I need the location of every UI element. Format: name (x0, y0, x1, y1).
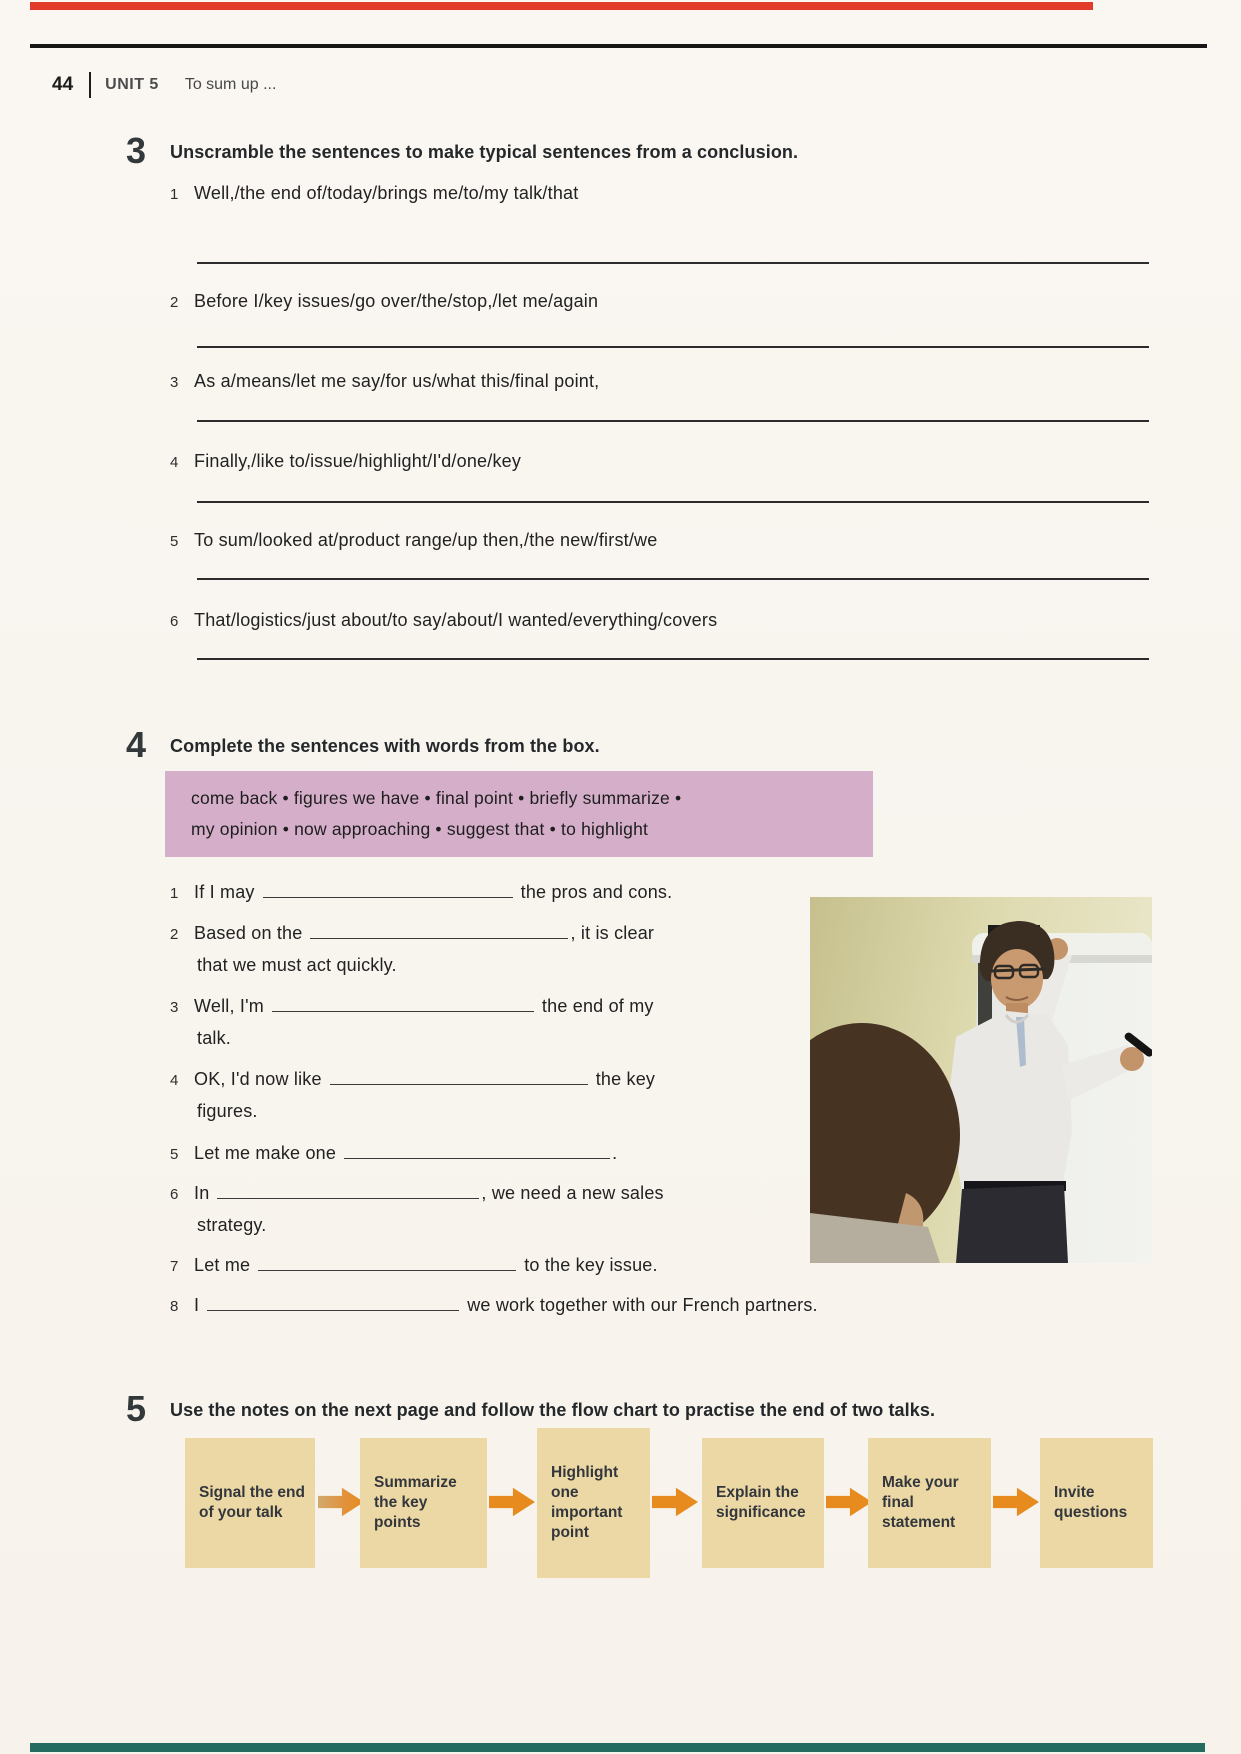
fill-after: , we need a new sales (481, 1183, 664, 1203)
item-number: 5 (170, 1146, 179, 1163)
answer-blank (258, 1254, 516, 1271)
flow-step-invite-questions (1040, 1438, 1153, 1568)
flow-step-final-statement (868, 1438, 991, 1568)
scramble-text: As a/means/let me say/for us/what this/final point, (194, 371, 600, 391)
fill-before: Let me make one (194, 1143, 337, 1163)
fill-item-continuation: that we must act quickly. (197, 955, 397, 975)
scramble-item (170, 291, 598, 312)
fill-item (170, 922, 654, 944)
item-number: 3 (170, 999, 179, 1016)
fill-before: Well, I'm (194, 996, 264, 1016)
exercise-5-title: Use the notes on the next page and follow the flow chart to practise the end of two talks. (170, 1400, 936, 1420)
scramble-item (170, 183, 578, 204)
scramble-item (170, 371, 599, 392)
fill-item (170, 1294, 818, 1316)
page-header (52, 72, 276, 98)
right-arrow-icon (489, 1485, 535, 1519)
scramble-text: To sum/looked at/product range/up then,/the new/first/we (194, 530, 658, 550)
fill-before: OK, I'd now like (194, 1069, 322, 1089)
item-number: 6 (170, 1186, 179, 1203)
flow-step-highlight (537, 1428, 650, 1578)
answer-line (197, 262, 1149, 264)
fill-item (170, 1068, 655, 1090)
answer-blank (217, 1182, 479, 1199)
item-number: 2 (170, 294, 179, 311)
right-arrow-icon (318, 1485, 364, 1519)
item-number: 1 (170, 885, 179, 902)
scramble-text: Before I/key issues/go over/the/stop,/let me/again (194, 291, 599, 311)
answer-blank (330, 1068, 588, 1085)
exercise-4-title: Complete the sentences with words from the box. (170, 736, 600, 756)
fill-item (170, 1142, 617, 1164)
header-divider (89, 72, 91, 98)
item-number: 5 (170, 533, 179, 550)
flow-step-label: Highlight one important point (551, 1464, 623, 1541)
answer-line (197, 501, 1149, 503)
scramble-item (170, 610, 717, 631)
flow-step-explain (702, 1438, 824, 1568)
top-accent-bar (30, 2, 1093, 10)
fill-before: If I may (194, 882, 255, 902)
item-number: 1 (170, 186, 179, 203)
fill-after: to the key issue. (524, 1255, 658, 1275)
item-number: 3 (170, 374, 179, 391)
right-arrow-icon (826, 1485, 872, 1519)
fill-item-continuation: talk. (197, 1028, 232, 1048)
scramble-item (170, 451, 521, 472)
fill-after: we work together with our French partners. (467, 1295, 818, 1315)
flow-step-label: Make your final statement (882, 1474, 959, 1531)
scramble-item (170, 530, 657, 551)
fill-item (170, 1254, 658, 1276)
right-arrow-icon (993, 1485, 1039, 1519)
fill-before: I (194, 1295, 200, 1315)
item-number: 8 (170, 1298, 179, 1315)
bottom-accent-bar (30, 1743, 1205, 1752)
answer-blank (344, 1142, 610, 1159)
item-number: 4 (170, 454, 179, 471)
item-number: 2 (170, 926, 179, 943)
fill-item (170, 881, 672, 903)
fill-item (170, 995, 654, 1017)
flow-step-label: Signal the end of your talk (199, 1484, 305, 1521)
flow-step-label: Explain the significance (716, 1484, 806, 1521)
flow-step-label: Invite questions (1054, 1484, 1128, 1521)
fill-before: In (194, 1183, 210, 1203)
answer-line (197, 346, 1149, 348)
exercise-4-number: 4 (126, 724, 147, 765)
answer-blank (272, 995, 534, 1012)
answer-line (197, 658, 1149, 660)
unit-label: UNIT 5 (105, 76, 159, 93)
unit-title: To sum up ... (184, 76, 277, 93)
fill-after: , it is clear (570, 923, 655, 943)
answer-line (197, 578, 1149, 580)
presenter-photo-illustration (810, 897, 1152, 1263)
word-box-line: my opinion • now approaching • suggest that • to highlight (191, 819, 649, 839)
flow-step-label: Summarize the key points (374, 1474, 457, 1531)
item-number: 7 (170, 1258, 179, 1275)
scramble-text: Finally,/like to/issue/highlight/I'd/one/key (194, 451, 522, 471)
fill-after: the pros and cons. (520, 882, 673, 902)
presenter-photo (810, 897, 1152, 1263)
fill-before: Let me (194, 1255, 251, 1275)
scramble-text: Well,/the end of/today/brings me/to/my talk/that (194, 183, 579, 203)
flow-step-signal-end (185, 1438, 315, 1568)
answer-blank (263, 881, 513, 898)
fill-before: Based on the (194, 923, 303, 943)
fill-after: . (612, 1143, 618, 1163)
exercise-3-title: Unscramble the sentences to make typical sentences from a conclusion. (170, 142, 799, 162)
header-rule (30, 44, 1207, 48)
word-box-line: come back • figures we have • final point • briefly summarize • (191, 788, 682, 808)
fill-after: the key (595, 1069, 656, 1089)
fill-item-continuation: strategy. (197, 1215, 267, 1235)
fill-item-continuation: figures. (197, 1101, 258, 1121)
page-number: 44 (52, 74, 74, 95)
exercise-3-number: 3 (126, 130, 147, 171)
answer-line (197, 420, 1149, 422)
exercise-5-number: 5 (126, 1388, 147, 1429)
word-box (165, 771, 873, 857)
item-number: 6 (170, 613, 179, 630)
fill-after: the end of my (541, 996, 654, 1016)
answer-blank (310, 922, 568, 939)
right-arrow-icon (652, 1485, 698, 1519)
fill-item (170, 1182, 664, 1204)
item-number: 4 (170, 1072, 179, 1089)
scramble-text: That/logistics/just about/to say/about/I wanted/everything/covers (194, 610, 718, 630)
answer-blank (207, 1294, 459, 1311)
flow-step-summarize (360, 1438, 487, 1568)
